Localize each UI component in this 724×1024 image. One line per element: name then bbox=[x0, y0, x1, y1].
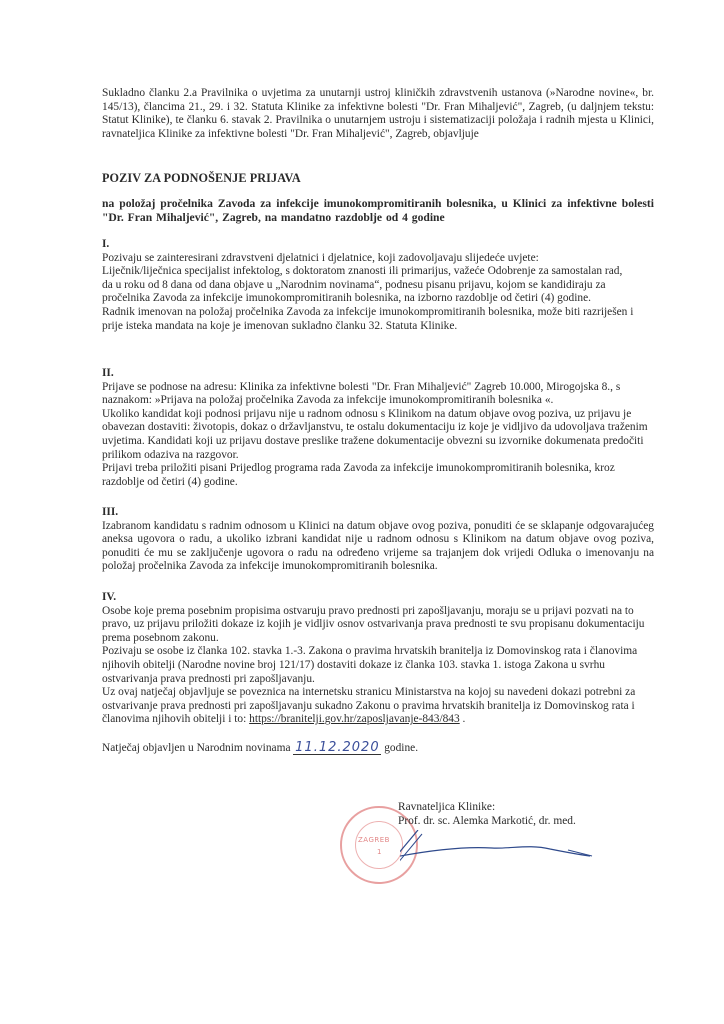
section-2-paragraph: Ukoliko kandidat koji podnosi prijavu nije u radnom odnosu s Klinikom na datum objave ovog poziva, uz prijavu je obavezan dostaviti: životopis, dokaz o državljanstvu, te ostalu dokumentaciju iz koje je vidljivo da udovoljava traženim uvjetima. Kandidati koji uz prijavu dostave preslike tražene dokumentacije obvezni su izvornike dokumenata predočiti prilikom odaziva na razgovor. bbox=[102, 407, 648, 461]
section-4-paragraph: Osobe koje prema posebnim propisima ostvaruju pravo prednosti pri zapošljavanju, moraju se u prijavi pozvati na to pravo, uz prijavu priložiti dokaze iz kojih je vidljiv osnov ostvarivanja prava prednosti te svu propisanu dokumentaciju prema posebnom zakonu. bbox=[102, 604, 645, 644]
document-title: POZIV ZA PODNOŠENJE PRIJAVA bbox=[102, 171, 301, 185]
section-1-paragraph: Liječnik/liječnica specijalist infektolog, s doktoratom znanosti ili primarijus, važeće Odobrenje za samostalan rad, bbox=[102, 265, 623, 278]
document-subtitle: na položaj pročelnika Zavoda za infekcije imunokompromitiranih bolesnika, u Klinici za infektivne bolesti "Dr. Fran Mihaljević", Zagreb, na mandatno razdoblje od 4 godine bbox=[102, 197, 654, 224]
signature-block bbox=[398, 800, 576, 828]
stamp-number: 1 bbox=[377, 848, 382, 856]
link-suffix: . bbox=[459, 713, 466, 726]
intro-text: Sukladno članku 2.a Pravilnika o uvjetima za unutarnji ustroj kliničkih zdravstvenih ustanova (»Narodne novine«, br. 145/13), člancima 21., 29. i 32. Statuta Klinike za infektivne bolesti "Dr. Fran Mihaljević", Zagreb, (u daljnjem tekstu: Statut Klinike), te članku 6. stavak 2. Pravilnika o unutarnjem ustroju i sistematizaciji položaja i radnih mjesta u Klinici, ravnateljica Klinike za infektivne bolesti "Dr. Fran Mihaljević", Zagreb, objavljuje bbox=[102, 87, 654, 140]
section-1 bbox=[102, 238, 654, 333]
section-3-heading: III. bbox=[102, 506, 119, 518]
section-4-paragraph-text: Uz ovaj natječaj objavljuje se poveznica na internetsku stranicu Ministarstva na kojoj su navedeni dokazi potrebni za ostvarivanje prava prednosti pri zapošljavanju sukadno Zakonu o pravima hrvatskih branitelja iz Domovinskog rata i članovima njihovih obitelji i to: bbox=[102, 686, 636, 726]
branitelji-link[interactable]: https://branitelji.gov.hr/zaposljavanje-843/843 bbox=[249, 713, 460, 726]
section-2-heading: II. bbox=[102, 367, 114, 379]
stamp-inner-ring bbox=[355, 821, 403, 869]
handwritten-date: 11.12.2020 bbox=[295, 740, 380, 755]
intro-paragraph bbox=[102, 87, 654, 141]
section-1-heading: I. bbox=[102, 238, 110, 250]
published-line bbox=[102, 741, 654, 756]
section-4 bbox=[102, 591, 654, 727]
section-4-heading: IV. bbox=[102, 591, 117, 603]
handwritten-signature-icon bbox=[400, 830, 600, 900]
section-2-paragraph: Prijavi treba priložiti pisani Prijedlog programa rada Zavoda za infekcije imunokompromitiranih bolesnika, kroz razdoblje od četiri (4) godine. bbox=[102, 462, 615, 488]
section-4-paragraph bbox=[102, 686, 654, 727]
signatory-role: Ravnateljica Klinike: bbox=[398, 801, 496, 813]
section-3-paragraph: Izabranom kandidatu s radnim odnosom u Klinici na datum objave ovog poziva, ponuditi će se sklapanje odgovarajućeg aneksa ugovora o radu, a ukoliko izbrani kandidat nije u radnom odnosu s Klinikom na datum objave ovog poziva, ponuditi će mu se zaključenje ugovora o radu na određeno vrijeme sa trajanjem dok vrijedi Odluka o imenovanju na položaj pročelnika Zavoda za infekcije imunokompromitiranih bolesnika. bbox=[102, 519, 654, 573]
section-1-paragraph: Radnik imenovan na položaj pročelnika Zavoda za infekcije imunokompromitiranih bolesnika, može biti razriješen i prije isteka mandata na koje je imenovan sukladno članku 32. Statuta Klinike. bbox=[102, 305, 634, 332]
stamp-city: ZAGREB bbox=[358, 836, 390, 844]
published-prefix: Natječaj objavljen u Narodnim novinama bbox=[102, 742, 294, 754]
section-3 bbox=[102, 506, 654, 574]
published-suffix: godine. bbox=[381, 742, 419, 754]
section-2-paragraph: Prijave se podnose na adresu: Klinika za infektivne bolesti "Dr. Fran Mihaljević" Zagreb 10.000, Mirogojska 8., s naznakom: »Prijava na položaj pročelnika Zavoda za infekcije imunokompromitiranih bolesnika «. bbox=[102, 380, 621, 407]
signatory-name: Prof. dr. sc. Alemka Markotić, dr. med. bbox=[398, 815, 576, 827]
section-2 bbox=[102, 367, 654, 489]
section-1-paragraph: Pozivaju se zainteresirani zdravstveni djelatnici i djelatnice, koji zadovoljavaju slijedeće uvjete: bbox=[102, 251, 539, 264]
section-4-paragraph: Pozivaju se osobe iz članka 102. stavka 1.-3. Zakona o pravima hrvatskih branitelja iz Domovinskog rata i članovima njihovih obitelji (Narodne novine broj 121/17) dostaviti dokaze iz članka 103. stavka 1. istoga Zakona u svrhu ostvarivanja prava prednosti pri zapošljavanju. bbox=[102, 645, 638, 685]
section-1-paragraph: da u roku od 8 dana od dana objave u „Narodnim novinama“, podnesu pisanu prijavu, kojom se kandidiraju za pročelnika Zavoda za infekcije imunokompromitiranih bolesnika, na izborno razdoblje od četiri (4) godine. bbox=[102, 278, 606, 305]
